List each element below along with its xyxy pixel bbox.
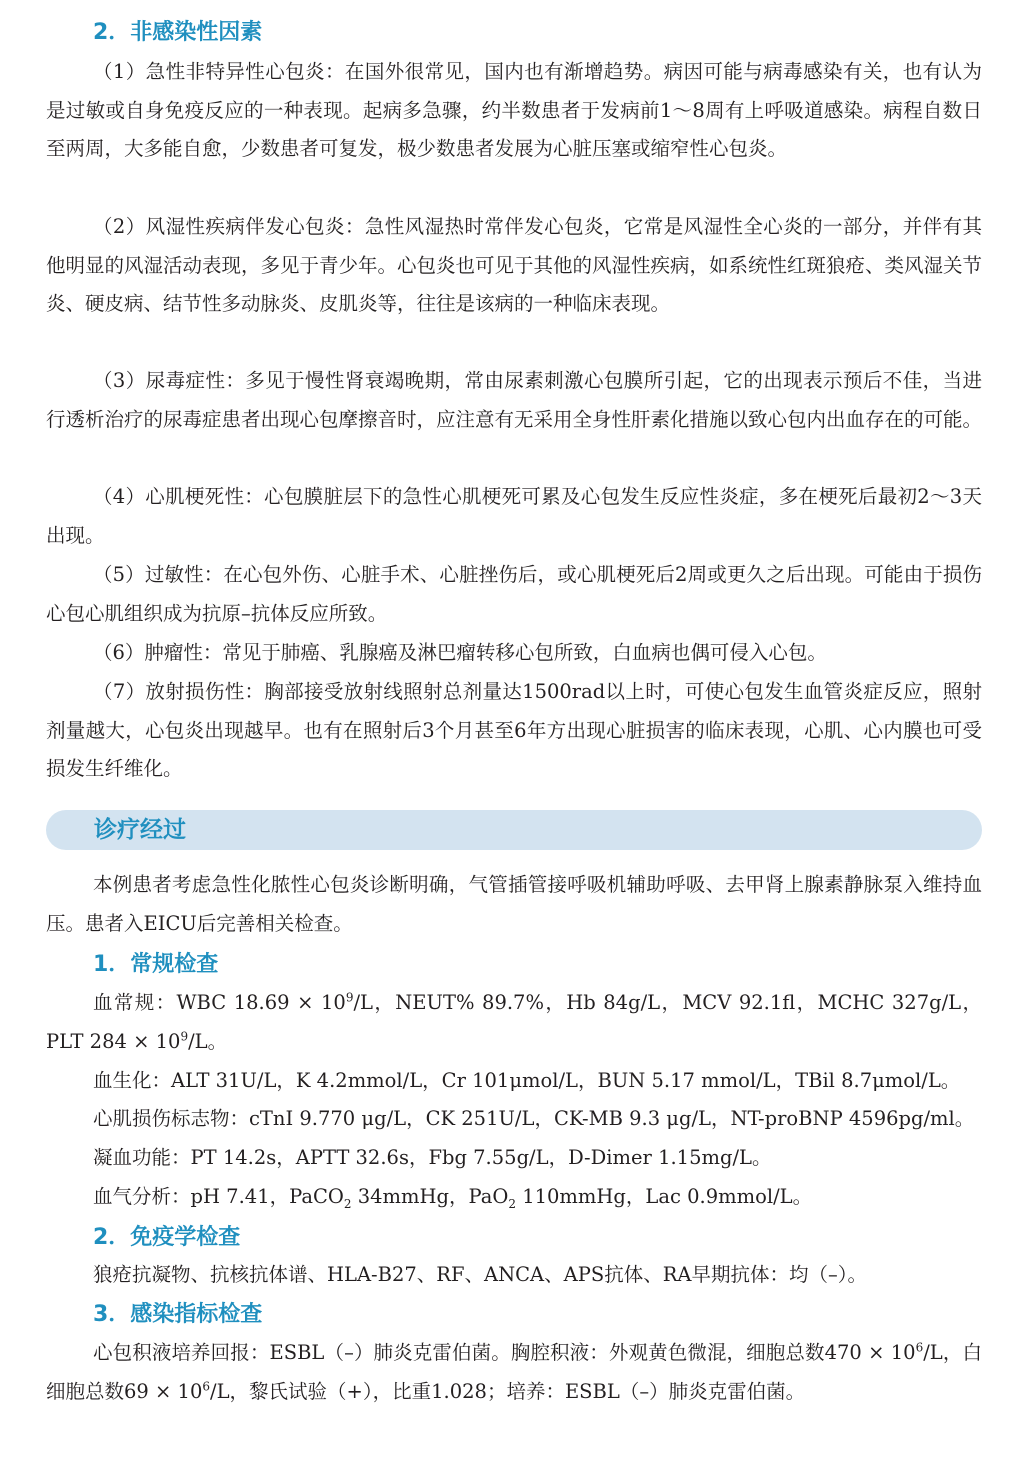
coagulation-paragraph: 凝血功能：PT 14.2s，APTT 32.6s，Fbg 7.55g/L，D-Dimer 1.15mg/L。 (93, 1146, 772, 1169)
section-title-band (46, 810, 982, 850)
infection-paragraph (46, 1334, 982, 1411)
blood-routine-paragraph (46, 984, 982, 1061)
blood-gas-text-a: 血气分析：pH 7.41，PaCO (93, 1185, 344, 1208)
cardiac-marker-paragraph: 心肌损伤标志物：cTnI 9.770 μg/L，CK 251U/L，CK-MB 9.3 μg/L，NT-proBNP 4596pg/ml。 (93, 1107, 975, 1130)
immuno-paragraph: 狼疮抗凝物、抗核抗体谱、HLA-B27、RF、ANCA、APS抗体、RA早期抗体：均（–）。 (93, 1263, 867, 1286)
section-title-treatment: 诊疗经过 (94, 817, 186, 843)
paragraph-item-7: （7）放射损伤性：胸部接受放射线照射总剂量达1500rad以上时，可使心包发生血管炎症反应，照射剂量越大，心包炎出现越早。也有在照射后3个月甚至6年方出现心脏损害的临床表现，心肌、心内膜也可受损发生纤维化。 (46, 680, 982, 781)
section-heading-routine: 1．常规检查 (93, 952, 219, 977)
infection-text-a: 心包积液培养回报：ESBL（–）肺炎克雷伯菌。胸腔积液：外观黄色微混，细胞总数470 × 10 (93, 1341, 916, 1364)
blood-routine-text-b: /L，NEUT% 89.7%，Hb 84g/L，MCV 92.1fl，MCHC 327g/L，PLT 284 × 10 (46, 991, 982, 1053)
subscript-2-second: 2 (508, 1196, 517, 1211)
paragraph-item-3: （3）尿毒症性：多见于慢性肾衰竭晚期，常由尿素刺激心包膜所引起，它的出现表示预后不佳，当进行透析治疗的尿毒症患者出现心包摩擦音时，应注意有无采用全身性肝素化措施以致心包内出血存在的可能。 (46, 369, 983, 431)
treatment-intro-paragraph: 本例患者考虑急性化脓性心包炎诊断明确，气管插管接呼吸机辅助呼吸、去甲肾上腺素静脉泵入维持血压。患者入EICU后完善相关检查。 (46, 873, 982, 935)
paragraph-item-5: （5）过敏性：在心包外伤、心脏手术、心脏挫伤后，或心肌梗死后2周或更久之后出现。可能由于损伤心包心肌组织成为抗原–抗体反应所致。 (46, 563, 982, 625)
blood-gas-paragraph (46, 1178, 982, 1217)
blood-gas-text-c: 110mmHg，Lac 0.9mmol/L。 (516, 1185, 813, 1208)
section-heading-non-infectious: 2．非感染性因素 (93, 20, 263, 45)
paragraph-item-1: （1）急性非特异性心包炎：在国外很常见，国内也有渐增趋势。病因可能与病毒感染有关，也有认为是过敏或自身免疫反应的一种表现。起病多急骤，约半数患者于发病前1～8周有上呼吸道感染。病程自数日至两周，大多能自愈，少数患者可复发，极少数患者发展为心脏压塞或缩窄性心包炎。 (46, 60, 982, 161)
blood-gas-text-b: 34mmHg，PaO (351, 1185, 509, 1208)
paragraph-item-4: （4）心肌梗死性：心包膜脏层下的急性心肌梗死可累及心包发生反应性炎症，多在梗死后最初2～3天出现。 (46, 485, 982, 547)
infection-text-c: /L，黎氏试验（+），比重1.028；培养：ESBL（–）肺炎克雷伯菌。 (210, 1379, 806, 1403)
blood-routine-text-a: 血常规：WBC 18.69 × 10 (93, 991, 346, 1014)
blood-routine-text-c: /L。 (188, 1029, 228, 1053)
section-heading-infection: 3．感染指标检查 (93, 1302, 263, 1327)
exponent-9-second: 9 (180, 1029, 189, 1044)
subscript-2: 2 (343, 1196, 352, 1211)
infection-text-b: /L，白细胞总数69 × 10 (46, 1341, 982, 1403)
exponent-6-second: 6 (202, 1379, 211, 1394)
paragraph-item-2: （2）风湿性疾病伴发心包炎：急性风湿热时常伴发心包炎，它常是风湿性全心炎的一部分，并伴有其他明显的风湿活动表现，多见于青少年。心包炎也可见于其他的风湿性疾病，如系统性红斑狼疮、类风湿关节炎、硬皮病、结节性多动脉炎、皮肌炎等，往往是该病的一种临床表现。 (46, 215, 983, 316)
section-heading-immuno: 2．免疫学检查 (93, 1225, 241, 1250)
biochem-paragraph: 血生化：ALT 31U/L，K 4.2mmol/L，Cr 101μmol/L，BUN 5.17 mmol/L，TBil 8.7μmol/L。 (93, 1069, 961, 1092)
exponent-6: 6 (915, 1340, 924, 1355)
exponent-9: 9 (345, 990, 354, 1005)
paragraph-item-6: （6）肿瘤性：常见于肺癌、乳腺癌及淋巴瘤转移心包所致，白血病也偶可侵入心包。 (93, 641, 827, 664)
